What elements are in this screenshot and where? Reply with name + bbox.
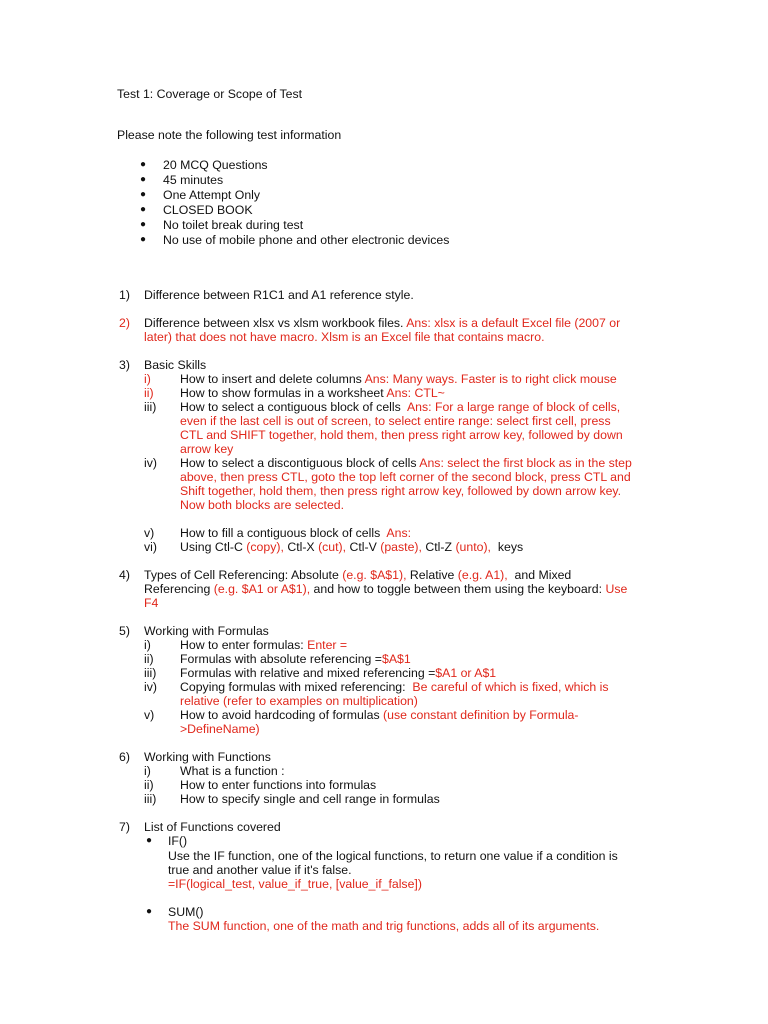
- item-text: [180, 456, 632, 470]
- answer-text: Enter =: [307, 638, 348, 652]
- item-number: ii): [144, 778, 154, 792]
- question-number: 1): [119, 288, 130, 302]
- question-text-part: Referencing: [144, 582, 211, 596]
- question-number: 5): [119, 624, 130, 638]
- question-number: 2): [119, 316, 130, 330]
- list-item: No toilet break during test: [163, 218, 304, 232]
- item-number: iii): [144, 792, 157, 806]
- function-description: The SUM function, one of the math and trig functions, adds all of its arguments.: [168, 919, 600, 933]
- answer-text: even if the last cell is out of screen, to select entire range: select first cell, press: [180, 414, 611, 428]
- function-name: SUM(): [168, 905, 204, 919]
- bullet-icon: ●: [140, 234, 147, 245]
- item-text: [180, 666, 496, 680]
- bullet-icon: ●: [140, 219, 147, 230]
- question-text-part: Types of Cell Referencing: Absolute: [144, 568, 339, 582]
- answer-text: Be careful of which is fixed, which is: [412, 680, 609, 694]
- item-text: How to enter functions into formulas: [180, 778, 377, 792]
- item-label: How to enter formulas:: [180, 638, 304, 652]
- shortcut: keys: [497, 540, 524, 554]
- item-text: How to specify single and cell range in formulas: [180, 792, 440, 806]
- answer-text: (cut),: [318, 540, 347, 554]
- answer-text: >DefineName): [180, 722, 260, 736]
- section-title: List of Functions covered: [144, 820, 281, 834]
- answer-text: Ans:: [386, 526, 412, 540]
- item-text: [180, 638, 347, 652]
- answer-text: (unto),: [455, 540, 491, 554]
- answer-text: later) that does not have macro. Xlsm is an Excel file that contains macro.: [144, 330, 545, 344]
- answer-text: (paste),: [380, 540, 422, 554]
- item-text: [180, 540, 523, 554]
- shortcut: Ctl-X: [287, 540, 315, 554]
- bullet-icon: ●: [146, 906, 153, 917]
- item-text: [180, 386, 445, 400]
- item-label: How to insert and delete columns: [180, 372, 362, 386]
- question-number: 3): [119, 358, 130, 372]
- answer-text: Ans: Many ways. Faster is to right click mouse: [364, 372, 617, 386]
- bullet-icon: ●: [140, 174, 147, 185]
- answer-text: (e.g. $A$1),: [342, 568, 407, 582]
- item-label: How to show formulas in a worksheet: [180, 386, 384, 400]
- function-syntax: =IF(logical_test, value_if_true, [value_if_false]): [168, 877, 422, 891]
- shortcut: Ctl-V: [349, 540, 377, 554]
- item-number: v): [144, 526, 155, 540]
- answer-text: (e.g. A1),: [457, 568, 508, 582]
- answer-text: Shift together, hold them, then press right arrow key, followed by down arrow key.: [180, 484, 622, 498]
- section-title: Basic Skills: [144, 358, 207, 372]
- answer-text: above, then press CTL, goto the top left corner of the second block, press CTL and: [180, 470, 631, 484]
- item-number: iv): [144, 456, 157, 470]
- question-text: [144, 568, 571, 582]
- item-label: How to fill a contiguous block of cells: [180, 526, 381, 540]
- function-description: Use the IF function, one of the logical functions, to return one value if a condition is: [168, 849, 618, 863]
- answer-text: Now both blocks are selected.: [180, 498, 345, 512]
- answer-text: CTL and SHIFT together, hold them, then press right arrow key, followed by down: [180, 428, 623, 442]
- answer-text: $A$1: [381, 652, 411, 666]
- item-text: What is a function :: [180, 764, 285, 778]
- question-text: [144, 316, 620, 330]
- item-number: iv): [144, 680, 157, 694]
- function-name: IF(): [168, 834, 188, 848]
- item-number: i): [144, 638, 151, 652]
- list-item: 45 minutes: [163, 173, 224, 187]
- answer-text: Ans: select the first block as in the step: [419, 456, 632, 470]
- question-text-part: and Mixed: [514, 568, 572, 582]
- section-title: Working with Formulas: [144, 624, 269, 638]
- answer-text: Ans: CTL~: [386, 386, 445, 400]
- question-text: [144, 582, 627, 596]
- item-label: Formulas with relative and mixed referencing =: [180, 666, 436, 680]
- bullet-icon: ●: [140, 159, 147, 170]
- item-number: iii): [144, 400, 157, 414]
- answer-text: (e.g. $A1 or A$1),: [213, 582, 311, 596]
- answer-text: (use constant definition by Formula-: [383, 708, 579, 722]
- question-number: 6): [119, 750, 130, 764]
- question-number: 4): [119, 568, 130, 582]
- document-title: Test 1: Coverage or Scope of Test: [117, 87, 303, 101]
- item-text: [180, 652, 411, 666]
- item-number: ii): [144, 386, 154, 400]
- answer-text: arrow key: [180, 442, 234, 456]
- bullet-icon: ●: [146, 835, 153, 846]
- question-text-main: Difference between xlsx vs xlsm workbook files.: [144, 316, 404, 330]
- question-text-part: Relative: [409, 568, 455, 582]
- item-text: [180, 400, 620, 414]
- item-label: Formulas with absolute referencing =: [180, 652, 382, 666]
- item-number: i): [144, 764, 151, 778]
- item-text: [180, 708, 579, 722]
- list-item: CLOSED BOOK: [163, 203, 253, 217]
- shortcut: Using Ctl-C: [180, 540, 243, 554]
- answer-text: Ans: xlsx is a default Excel file (2007 or: [406, 316, 621, 330]
- answer-text: F4: [144, 596, 159, 610]
- answer-text: relative (refer to examples on multiplication): [180, 694, 418, 708]
- item-text: [180, 680, 609, 694]
- item-label: How to select a discontiguous block of cells: [180, 456, 417, 470]
- bullet-icon: ●: [140, 189, 147, 200]
- question-text: Difference between R1C1 and A1 reference style.: [144, 288, 414, 302]
- item-label: How to select a contiguous block of cells: [180, 400, 401, 414]
- answer-text: Use: [605, 582, 628, 596]
- answer-text: Ans: For a large range of block of cells,: [406, 400, 621, 414]
- item-number: v): [144, 708, 155, 722]
- bullet-icon: ●: [140, 204, 147, 215]
- item-text: [180, 372, 617, 386]
- item-number: vi): [144, 540, 157, 554]
- list-item: One Attempt Only: [163, 188, 261, 202]
- answer-text: (copy),: [246, 540, 284, 554]
- function-description: true and another value if it's false.: [168, 863, 352, 877]
- intro-text: Please note the following test information: [117, 128, 342, 142]
- item-label: Copying formulas with mixed referencing:: [180, 680, 406, 694]
- section-title: Working with Functions: [144, 750, 271, 764]
- item-label: How to avoid hardcoding of formulas: [180, 708, 380, 722]
- question-text-part: and how to toggle between them using the keyboard:: [313, 582, 603, 596]
- item-number: iii): [144, 666, 157, 680]
- answer-text: $A1 or A$1: [435, 666, 497, 680]
- list-item: 20 MCQ Questions: [163, 158, 268, 172]
- item-number: i): [144, 372, 151, 386]
- item-number: ii): [144, 652, 154, 666]
- question-number: 7): [119, 820, 130, 834]
- list-item: No use of mobile phone and other electronic devices: [163, 233, 450, 247]
- item-text: [180, 526, 411, 540]
- shortcut: Ctl-Z: [425, 540, 453, 554]
